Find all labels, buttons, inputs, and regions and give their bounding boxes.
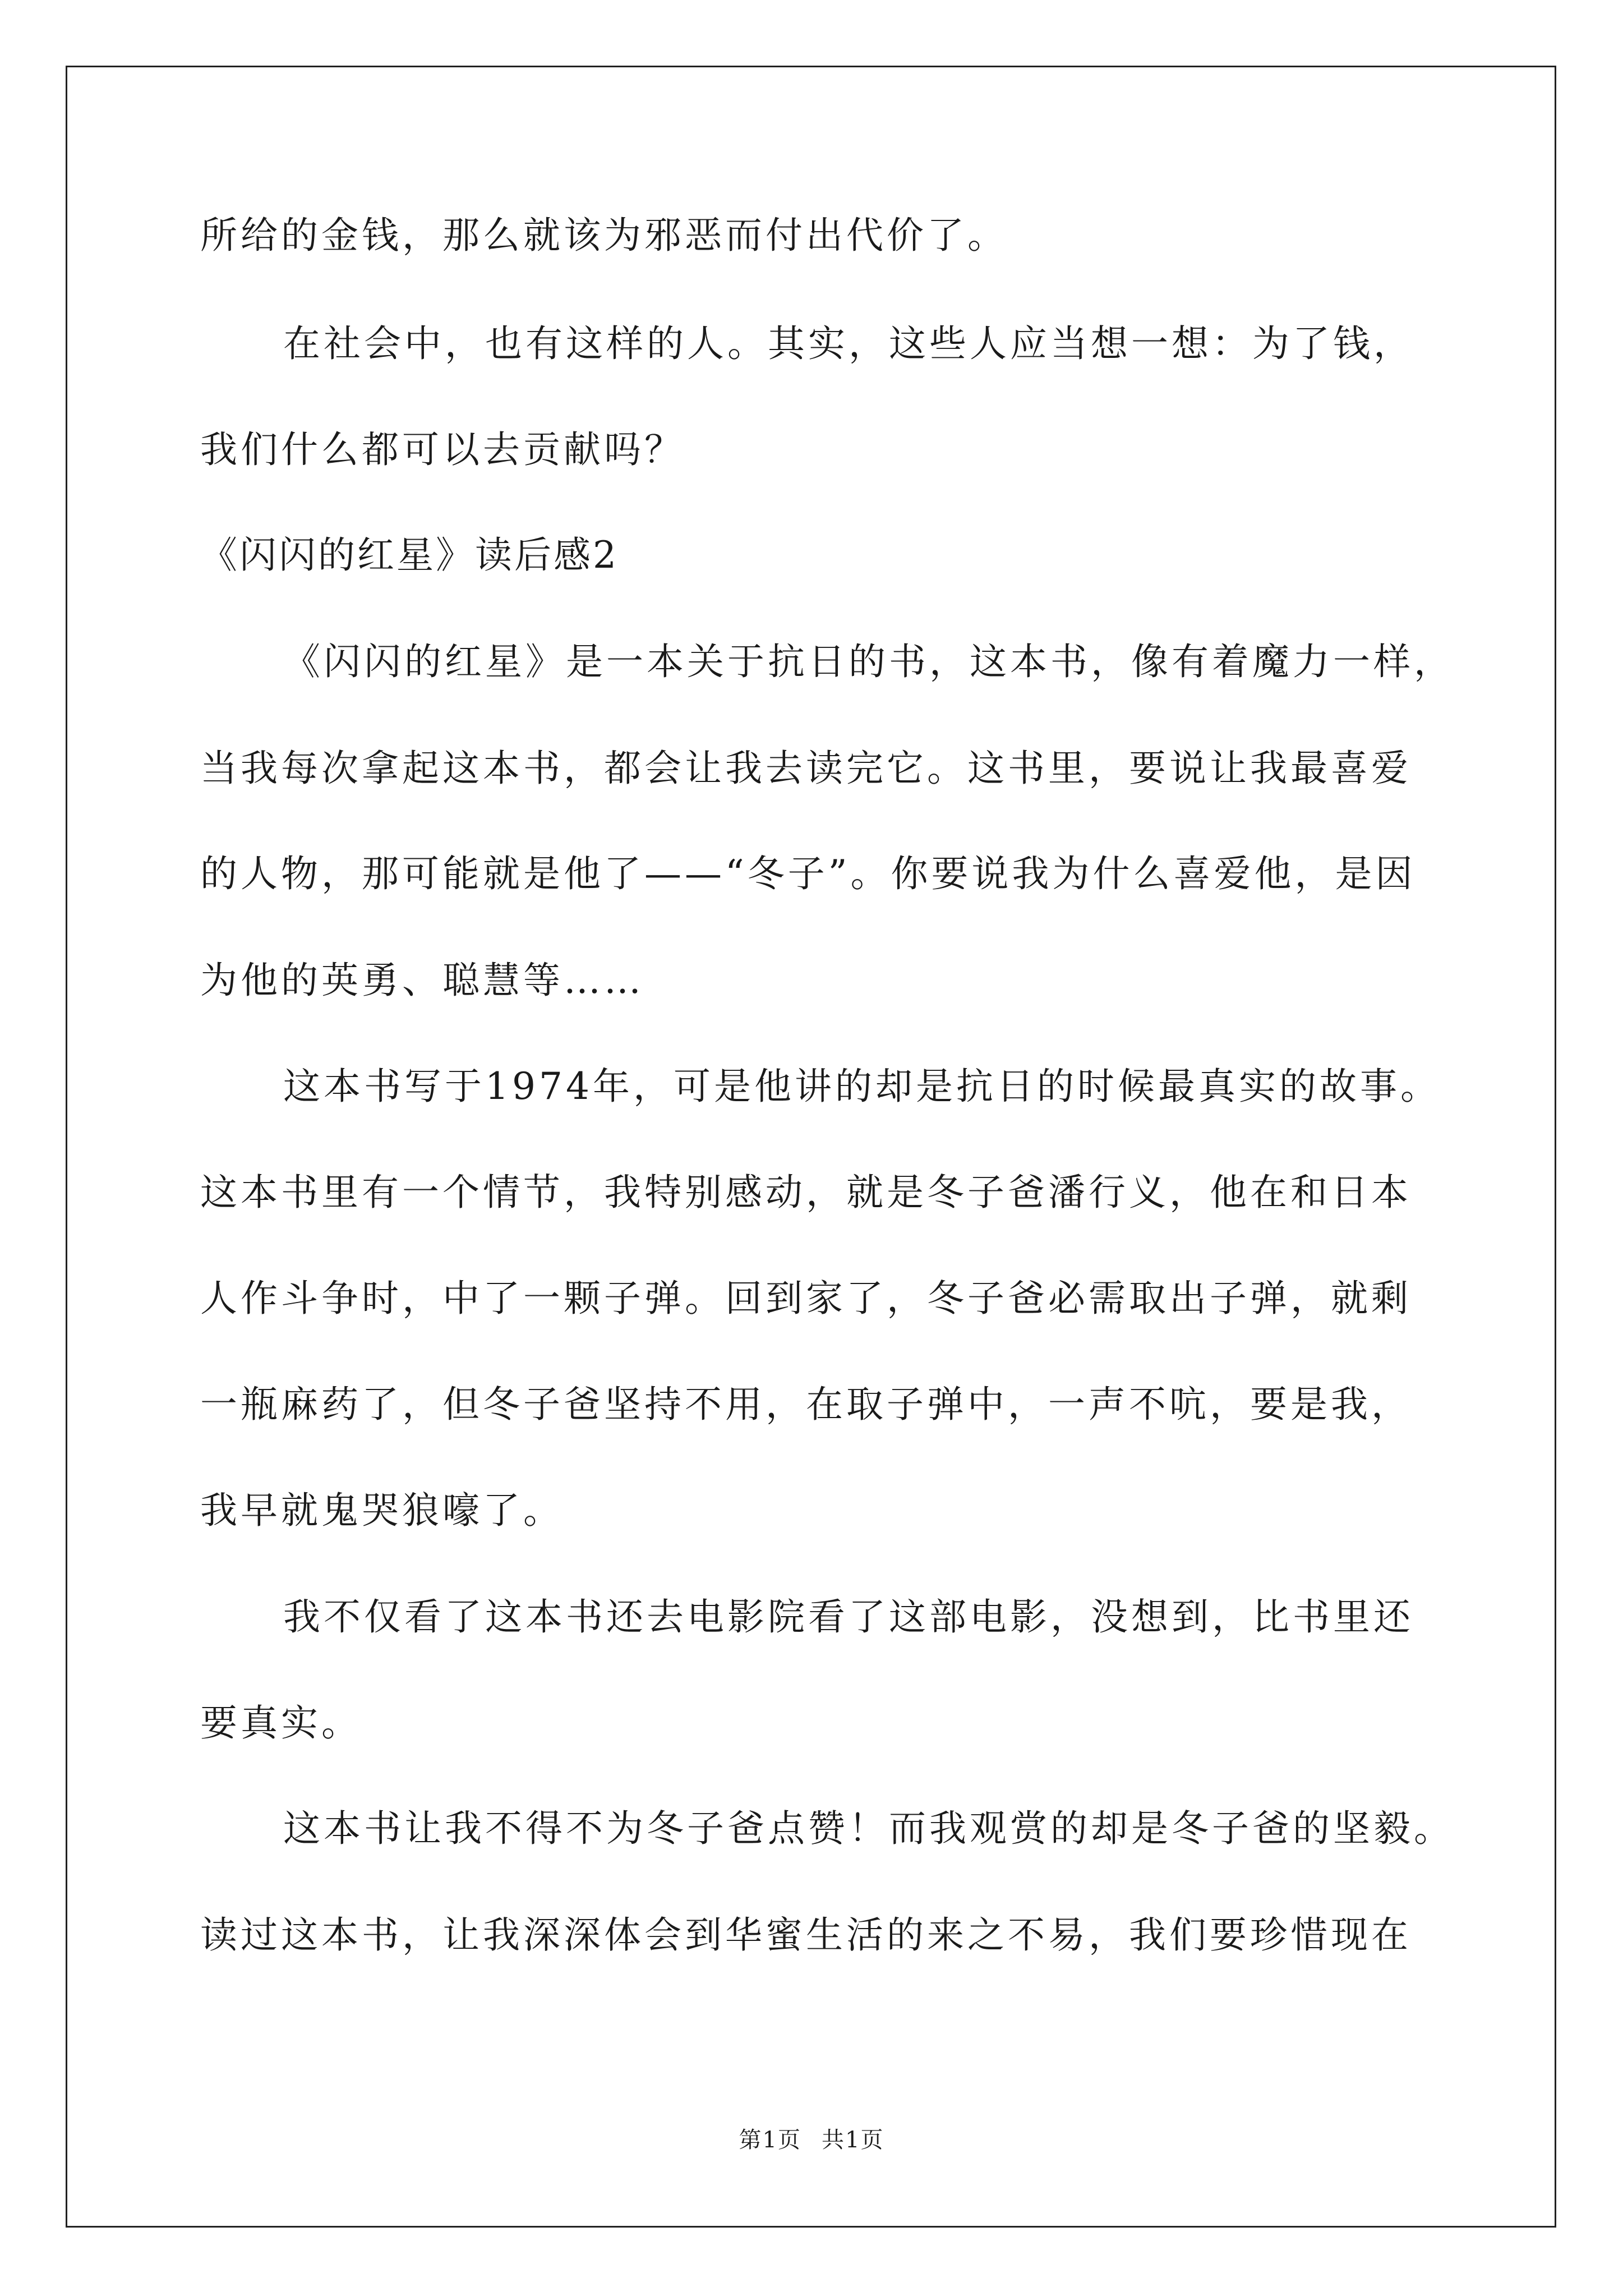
text-line: 一瓶麻药了，但冬子爸坚持不用，在取子弹中，一声不吭，要是我， [200, 1383, 1412, 1426]
text-line: 的人物，那可能就是他了——“冬子”。你要说我为什么喜爱他，是因 [200, 852, 1416, 895]
text-line: 这本书让我不得不为冬子爸点赞！而我观赏的却是冬子爸的坚毅。 [283, 1807, 1454, 1850]
text-line: 《闪闪的红星》是一本关于抗日的书，这本书，像有着魔力一样， [283, 640, 1454, 683]
text-line: 这本书里有一个情节，我特别感动，就是冬子爸潘行义，他在和日本 [200, 1171, 1412, 1214]
text-line: 我早就鬼哭狼嚎了。 [200, 1489, 564, 1532]
page-border [66, 66, 1556, 2228]
text-line: 当我每次拿起这本书，都会让我去读完它。这书里，要说让我最喜爱 [200, 747, 1412, 790]
text-line: 读过这本书，让我深深体会到华蜜生活的来之不易，我们要珍惜现在 [200, 1913, 1412, 1957]
page-number: 第1页 [739, 2127, 801, 2153]
section-title: 《闪闪的红星》读后感2 [200, 533, 619, 577]
text-line: 人作斗争时，中了一颗子弹。回到家了，冬子爸必需取出子弹，就剩 [200, 1277, 1412, 1320]
page-footer [0, 2126, 1623, 2154]
text-line: 要真实。 [200, 1701, 362, 1745]
page-total: 共1页 [822, 2127, 884, 2153]
text-line: 为他的英勇、聪慧等…… [200, 959, 644, 1002]
text-line: 我们什么都可以去贡献吗？ [200, 428, 685, 471]
text-line: 所给的金钱，那么就该为邪恶而付出代价了。 [200, 214, 1008, 257]
text-line: 我不仅看了这本书还去电影院看了这部电影，没想到，比书里还 [283, 1595, 1414, 1639]
text-line: 在社会中，也有这样的人。其实，这些人应当想一想：为了钱， [283, 322, 1414, 365]
text-line: 这本书写于1974年，可是他讲的却是抗日的时候最真实的故事。 [283, 1065, 1441, 1108]
